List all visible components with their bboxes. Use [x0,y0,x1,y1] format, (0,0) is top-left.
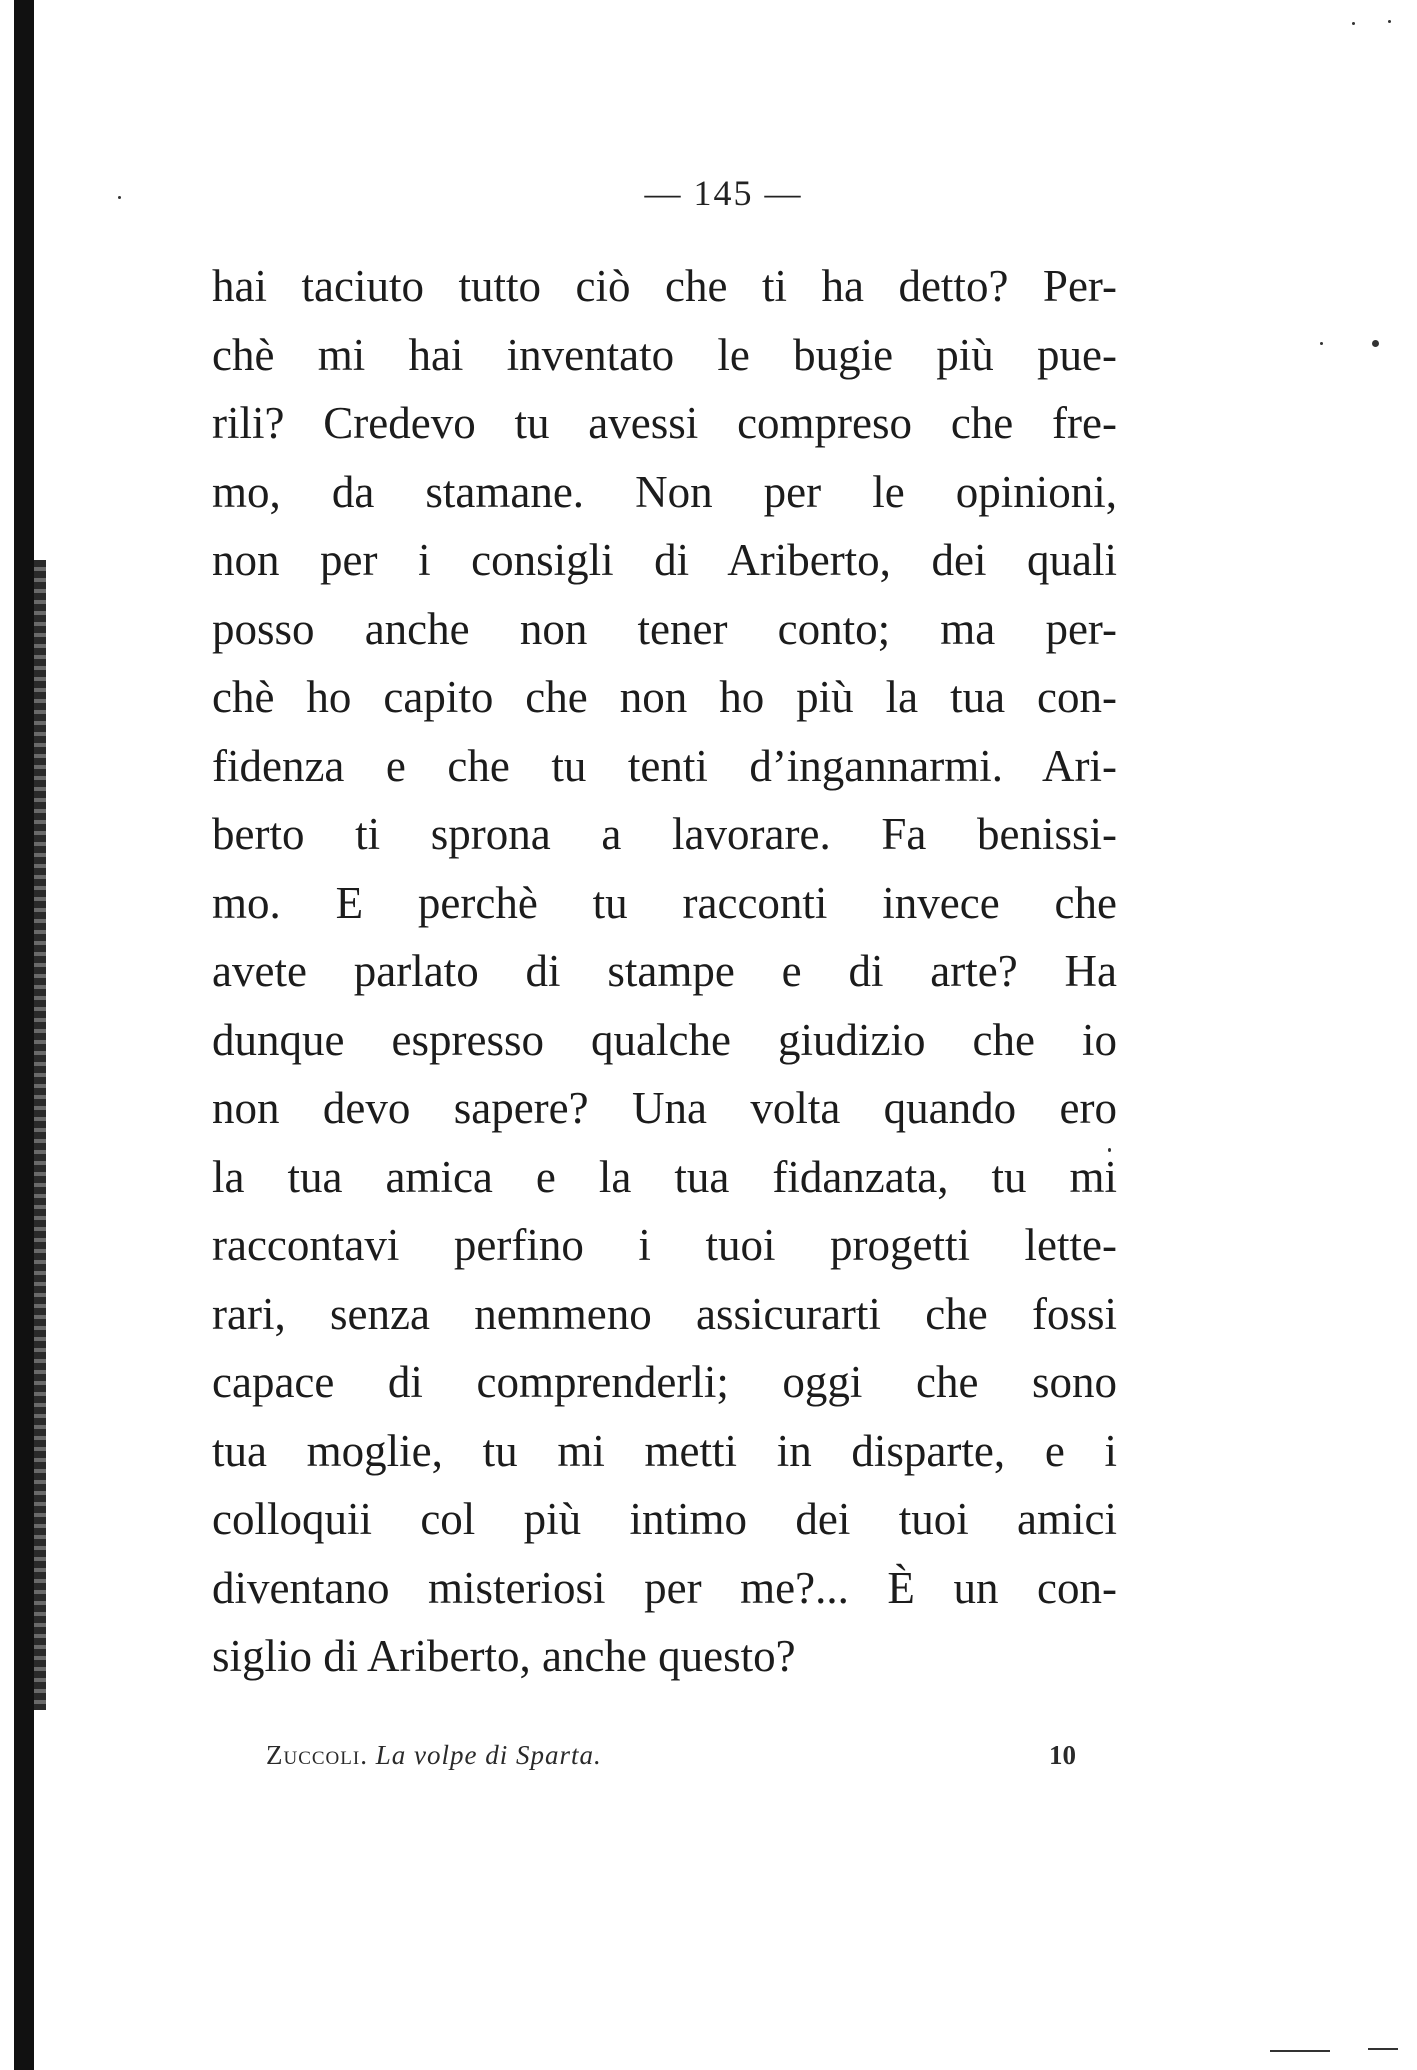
text-line: colloquii col più intimo dei tuoi amici [212,1494,1117,1544]
scan-speck [1320,342,1323,345]
text-line: posso anche non tener conto; ma per- [212,603,1117,654]
scan-mark [1270,2050,1330,2052]
footer-author: Zuccoli. [266,1740,368,1770]
scan-speck [1372,340,1379,347]
text-line: rili? Credevo tu avessi compreso che fre- [212,398,1117,448]
text-line: chè mi hai inventato le bugie più pue- [212,329,1117,380]
text-line: avete parlato di stampe e di arte? Ha [212,946,1117,996]
sheet-number: 10 [1049,1740,1076,1770]
scan-speck [118,196,121,199]
scan-speck [1388,20,1391,23]
text-line: chè ho capito che non ho più la tua con- [212,672,1117,722]
body-text [212,252,1117,1691]
page-footer [266,1740,1076,1780]
text-line: fidenza e che tu tenti d’ingannarmi. Ari- [212,740,1117,791]
text-line: non devo sapere? Una volta quando ero [212,1083,1117,1133]
binding-shadow [34,560,46,1710]
text-line: non per i consigli di Ariberto, dei quali [212,535,1117,585]
text-line: tua moglie, tu mi metti in disparte, e i [212,1425,1117,1476]
footer-signature [266,1740,602,1771]
text-line: raccontavi perfino i tuoi progetti lette- [212,1220,1117,1270]
text-line: diventano misteriosi per me?... È un con- [212,1562,1117,1613]
text-line: capace di comprenderli; oggi che sono [212,1357,1117,1407]
text-line-last: siglio di Ariberto, anche questo? [212,1631,796,1681]
text-line: mo. E perchè tu racconti invece che [212,877,1117,928]
text-line: la tua amica e la tua fidanzata, tu mi [212,1151,1117,1202]
text-line: dunque espresso qualche giudizio che io [212,1014,1117,1065]
footer-title: La volpe di Sparta. [375,1740,602,1770]
scan-mark [1368,2048,1398,2050]
text-line: rari, senza nemmeno assicurarti che fossi [212,1288,1117,1339]
text-line: hai taciuto tutto ciò che ti ha detto? Per- [212,261,1117,311]
scan-speck [1352,22,1355,25]
scan-speck [1108,1148,1111,1152]
page-number: — 145 — [644,173,803,213]
text-line: mo, da stamane. Non per le opinioni, [212,466,1117,517]
text-line: berto ti sprona a lavorare. Fa benissi- [212,809,1117,859]
binding-edge [14,0,34,2070]
